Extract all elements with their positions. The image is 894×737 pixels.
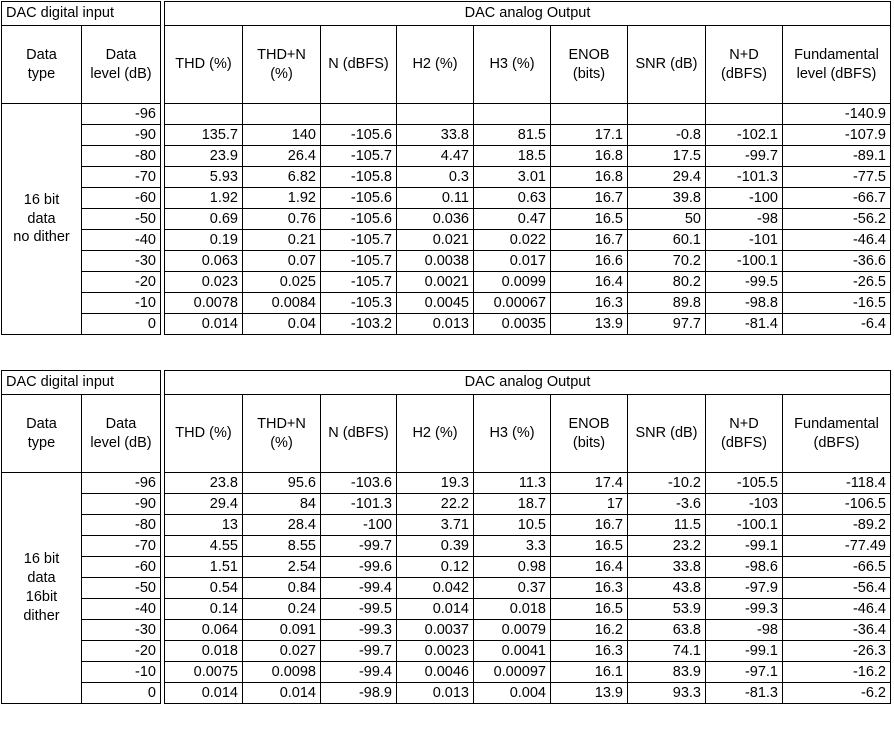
row-level: 0 xyxy=(81,682,161,704)
table-cell: 29.4 xyxy=(627,166,706,188)
table-cell: -103.6 xyxy=(320,472,397,494)
row-level: -60 xyxy=(81,556,161,578)
col-header: THD (%) xyxy=(164,25,243,104)
col-header: H3 (%) xyxy=(473,394,551,473)
table-cell: -26.5 xyxy=(782,271,891,293)
table-cell: 3.01 xyxy=(473,166,551,188)
table-cell: 3.3 xyxy=(473,535,551,557)
table-cell: -98.9 xyxy=(320,682,397,704)
col-header-line: (dBFS) xyxy=(813,434,860,451)
table-cell: 0.018 xyxy=(473,598,551,620)
col-data-level-line: Data xyxy=(105,46,137,63)
table-cell: 95.6 xyxy=(242,472,321,494)
table-cell: 0.0035 xyxy=(473,313,551,335)
table-cell: 13 xyxy=(164,514,243,536)
table-cell: 23.2 xyxy=(627,535,706,557)
col-header: N (dBFS) xyxy=(320,394,397,473)
table-cell xyxy=(242,103,321,125)
table-cell: 60.1 xyxy=(627,229,706,251)
col-data-type-line: type xyxy=(27,434,56,451)
table-cell: -100.1 xyxy=(705,514,783,536)
table-cell: 43.8 xyxy=(627,577,706,599)
row-level: -40 xyxy=(81,598,161,620)
table-cell: -36.4 xyxy=(782,619,891,641)
table-cell: 0.0078 xyxy=(164,292,243,314)
output-header: DAC analog Output xyxy=(164,1,891,26)
table-cell: 16.8 xyxy=(550,145,628,167)
col-header-line: Fundamental xyxy=(794,46,879,63)
col-header xyxy=(782,25,891,104)
table-cell: 0.0038 xyxy=(396,250,474,272)
table-cell: -97.9 xyxy=(705,577,783,599)
col-header xyxy=(550,394,628,473)
table-cell: 81.5 xyxy=(473,124,551,146)
table-cell: -99.1 xyxy=(705,535,783,557)
table-cell: 0.76 xyxy=(242,208,321,230)
col-header-line: THD+N xyxy=(257,415,306,432)
table-cell: 16.1 xyxy=(550,661,628,683)
table-cell: 0.0021 xyxy=(396,271,474,293)
table-cell: 0.014 xyxy=(396,598,474,620)
table-cell: 1.92 xyxy=(164,187,243,209)
table-cell: 17.5 xyxy=(627,145,706,167)
table-cell: 0.022 xyxy=(473,229,551,251)
row-level: -90 xyxy=(81,493,161,515)
table-cell: 0.013 xyxy=(396,682,474,704)
col-header-line: (%) xyxy=(270,65,293,82)
table-cell: 16.4 xyxy=(550,556,628,578)
col-header xyxy=(550,25,628,104)
table-cell: 0.14 xyxy=(164,598,243,620)
table-cell: -101.3 xyxy=(320,493,397,515)
table-cell: -16.2 xyxy=(782,661,891,683)
row-level: -20 xyxy=(81,640,161,662)
table-cell: 80.2 xyxy=(627,271,706,293)
table-cell: 17.1 xyxy=(550,124,628,146)
table-cell: 0.091 xyxy=(242,619,321,641)
col-header-line: (bits) xyxy=(572,434,606,451)
col-header-line: ENOB xyxy=(568,415,610,432)
table-cell: 0.98 xyxy=(473,556,551,578)
table-cell: 5.93 xyxy=(164,166,243,188)
col-header-line: (dBFS) xyxy=(721,65,767,82)
table-cell: 6.82 xyxy=(242,166,321,188)
table-cell: -105.5 xyxy=(705,472,783,494)
data-type-label-line: 16 bit xyxy=(23,551,60,568)
table-cell: 0.0023 xyxy=(396,640,474,662)
table-cell: -118.4 xyxy=(782,472,891,494)
table-cell: 0.0041 xyxy=(473,640,551,662)
col-data-type-line: Data xyxy=(26,46,57,63)
col-header-line: ENOB xyxy=(568,46,610,63)
col-data-level xyxy=(81,25,161,104)
table-cell: -98.8 xyxy=(705,292,783,314)
table-cell: 0.04 xyxy=(242,313,321,335)
table-cell: 16.3 xyxy=(550,577,628,599)
table-cell: 33.8 xyxy=(627,556,706,578)
data-type-label-line: data xyxy=(27,570,56,587)
table-cell: -77.5 xyxy=(782,166,891,188)
table-cell: 11.5 xyxy=(627,514,706,536)
table-cell: 0.017 xyxy=(473,250,551,272)
table-cell: 0.3 xyxy=(396,166,474,188)
row-level: -70 xyxy=(81,535,161,557)
table-cell: -97.1 xyxy=(705,661,783,683)
table-cell: 84 xyxy=(242,493,321,515)
table-cell: -140.9 xyxy=(782,103,891,125)
table-cell xyxy=(627,103,706,125)
col-header-line: (bits) xyxy=(572,65,606,82)
output-header: DAC analog Output xyxy=(164,370,891,395)
table-cell: 16.7 xyxy=(550,229,628,251)
table-cell: 13.9 xyxy=(550,313,628,335)
table-cell: 89.8 xyxy=(627,292,706,314)
table-cell: 18.5 xyxy=(473,145,551,167)
table-cell: 0.036 xyxy=(396,208,474,230)
table-cell: 2.54 xyxy=(242,556,321,578)
col-header: H2 (%) xyxy=(396,394,474,473)
table-cell: -105.7 xyxy=(320,145,397,167)
col-data-level-line: level (dB) xyxy=(90,434,152,451)
col-header xyxy=(782,394,891,473)
table-cell: 17.4 xyxy=(550,472,628,494)
table-cell xyxy=(164,103,243,125)
col-header-line: N+D xyxy=(729,415,759,432)
table-cell: -6.4 xyxy=(782,313,891,335)
table-cell: -102.1 xyxy=(705,124,783,146)
table-cell: -100.1 xyxy=(705,250,783,272)
table-cell: 83.9 xyxy=(627,661,706,683)
table-cell: 0.0084 xyxy=(242,292,321,314)
data-type-label-line: data xyxy=(27,210,56,227)
table-cell: 0.023 xyxy=(164,271,243,293)
table-cell: -99.3 xyxy=(320,619,397,641)
col-header: SNR (dB) xyxy=(627,394,706,473)
col-data-type xyxy=(1,25,82,104)
col-header: N (dBFS) xyxy=(320,25,397,104)
table-cell: 0.69 xyxy=(164,208,243,230)
table-cell: 23.9 xyxy=(164,145,243,167)
col-header-line: (%) xyxy=(270,434,293,451)
table-cell xyxy=(705,103,783,125)
col-header xyxy=(705,25,783,104)
table-cell: 93.3 xyxy=(627,682,706,704)
table-cell: -105.8 xyxy=(320,166,397,188)
table-cell: -105.6 xyxy=(320,124,397,146)
table-cell: -77.49 xyxy=(782,535,891,557)
table-cell: 3.71 xyxy=(396,514,474,536)
table-cell: -6.2 xyxy=(782,682,891,704)
table-cell: 0.014 xyxy=(164,313,243,335)
table-cell: -98 xyxy=(705,208,783,230)
table-cell: 16.5 xyxy=(550,598,628,620)
table-cell xyxy=(550,103,628,125)
row-level: -10 xyxy=(81,292,161,314)
table-cell: 0.013 xyxy=(396,313,474,335)
table-cell: -3.6 xyxy=(627,493,706,515)
row-level: -20 xyxy=(81,271,161,293)
table-cell: 0.19 xyxy=(164,229,243,251)
input-header: DAC digital input xyxy=(1,1,161,26)
table-cell xyxy=(473,103,551,125)
table-cell: -101.3 xyxy=(705,166,783,188)
table-cell: 1.92 xyxy=(242,187,321,209)
col-header: H3 (%) xyxy=(473,25,551,104)
table-cell: -105.7 xyxy=(320,229,397,251)
table-cell: 0.39 xyxy=(396,535,474,557)
table-cell: 0.37 xyxy=(473,577,551,599)
table-cell: 0.54 xyxy=(164,577,243,599)
table-cell: 70.2 xyxy=(627,250,706,272)
table-cell: -89.2 xyxy=(782,514,891,536)
table-cell: -101 xyxy=(705,229,783,251)
col-header-line: N+D xyxy=(729,46,759,63)
table-cell: 16.3 xyxy=(550,640,628,662)
table-cell: 0.0046 xyxy=(396,661,474,683)
table-cell: 16.2 xyxy=(550,619,628,641)
row-level: 0 xyxy=(81,313,161,335)
col-header xyxy=(242,25,321,104)
row-level: -10 xyxy=(81,661,161,683)
table-cell: -56.4 xyxy=(782,577,891,599)
table-cell: 53.9 xyxy=(627,598,706,620)
table-cell: -99.7 xyxy=(705,145,783,167)
table-cell: 0.63 xyxy=(473,187,551,209)
table-cell: -66.7 xyxy=(782,187,891,209)
table-cell xyxy=(396,103,474,125)
table-cell: 26.4 xyxy=(242,145,321,167)
table-cell: 33.8 xyxy=(396,124,474,146)
col-header-line: (dBFS) xyxy=(721,434,767,451)
table-cell: -105.6 xyxy=(320,187,397,209)
table-cell: 0.025 xyxy=(242,271,321,293)
table-cell: 140 xyxy=(242,124,321,146)
table-cell: -105.6 xyxy=(320,208,397,230)
row-level: -40 xyxy=(81,229,161,251)
table-cell: 0.021 xyxy=(396,229,474,251)
table-cell: 22.2 xyxy=(396,493,474,515)
table-cell: 50 xyxy=(627,208,706,230)
table-cell: 97.7 xyxy=(627,313,706,335)
table-cell: -99.3 xyxy=(705,598,783,620)
table-cell: 17 xyxy=(550,493,628,515)
row-level: -70 xyxy=(81,166,161,188)
table-cell: 0.064 xyxy=(164,619,243,641)
table-cell: 0.042 xyxy=(396,577,474,599)
table-cell: -100 xyxy=(705,187,783,209)
table-cell: 16.7 xyxy=(550,514,628,536)
table-cell: 16.7 xyxy=(550,187,628,209)
data-type-label xyxy=(1,103,82,335)
table-cell: 0.027 xyxy=(242,640,321,662)
table-cell: -10.2 xyxy=(627,472,706,494)
col-data-type-line: Data xyxy=(26,415,57,432)
table-cell: -103.2 xyxy=(320,313,397,335)
table-cell: 23.8 xyxy=(164,472,243,494)
table-cell: 16.5 xyxy=(550,535,628,557)
table-cell: 135.7 xyxy=(164,124,243,146)
row-level: -30 xyxy=(81,250,161,272)
table-cell: 74.1 xyxy=(627,640,706,662)
col-header-line: level (dBFS) xyxy=(796,65,877,82)
row-level: -80 xyxy=(81,514,161,536)
table-cell: 0.0045 xyxy=(396,292,474,314)
table-cell: 0.0079 xyxy=(473,619,551,641)
row-level: -60 xyxy=(81,187,161,209)
row-level: -50 xyxy=(81,208,161,230)
row-level: -30 xyxy=(81,619,161,641)
table-cell: -66.5 xyxy=(782,556,891,578)
row-level: -96 xyxy=(81,103,161,125)
table-cell: 0.0037 xyxy=(396,619,474,641)
col-header: SNR (dB) xyxy=(627,25,706,104)
table-cell: -99.4 xyxy=(320,661,397,683)
table-cell: -103 xyxy=(705,493,783,515)
table-cell: 0.018 xyxy=(164,640,243,662)
table-cell: -56.2 xyxy=(782,208,891,230)
table-cell: -99.1 xyxy=(705,640,783,662)
table-cell: -106.5 xyxy=(782,493,891,515)
row-level: -80 xyxy=(81,145,161,167)
table-cell: -99.6 xyxy=(320,556,397,578)
table-cell: -16.5 xyxy=(782,292,891,314)
table-cell: 0.21 xyxy=(242,229,321,251)
table-cell: 29.4 xyxy=(164,493,243,515)
table-cell: 0.00067 xyxy=(473,292,551,314)
table-cell: -81.3 xyxy=(705,682,783,704)
table-cell: 4.47 xyxy=(396,145,474,167)
table-cell: -0.8 xyxy=(627,124,706,146)
table-cell: 0.11 xyxy=(396,187,474,209)
col-data-level-line: Data xyxy=(105,415,137,432)
table-cell: 18.7 xyxy=(473,493,551,515)
col-data-type xyxy=(1,394,82,473)
table-cell: -105.7 xyxy=(320,250,397,272)
table-cell: 16.3 xyxy=(550,292,628,314)
table-cell: -36.6 xyxy=(782,250,891,272)
table-cell: 13.9 xyxy=(550,682,628,704)
table-cell xyxy=(320,103,397,125)
table-cell: -99.7 xyxy=(320,640,397,662)
data-type-label-line: 16 bit xyxy=(23,191,60,208)
col-header: H2 (%) xyxy=(396,25,474,104)
data-type-label-line: 16bit xyxy=(25,589,58,605)
col-data-level xyxy=(81,394,161,473)
table-cell: 0.07 xyxy=(242,250,321,272)
table-cell: 0.24 xyxy=(242,598,321,620)
table-cell: -98 xyxy=(705,619,783,641)
table-cell: -105.7 xyxy=(320,271,397,293)
table-cell: 11.3 xyxy=(473,472,551,494)
table-cell: -81.4 xyxy=(705,313,783,335)
input-header: DAC digital input xyxy=(1,370,161,395)
table-cell: -105.3 xyxy=(320,292,397,314)
table-cell: -89.1 xyxy=(782,145,891,167)
col-header: THD (%) xyxy=(164,394,243,473)
table-cell: 63.8 xyxy=(627,619,706,641)
table-cell: -99.5 xyxy=(320,598,397,620)
table-cell: 0.063 xyxy=(164,250,243,272)
table-cell: 0.00097 xyxy=(473,661,551,683)
table-cell: 0.84 xyxy=(242,577,321,599)
table-cell: 28.4 xyxy=(242,514,321,536)
col-data-type-line: type xyxy=(27,65,56,82)
table-cell: 0.014 xyxy=(242,682,321,704)
table-cell: -100 xyxy=(320,514,397,536)
table-cell: 16.5 xyxy=(550,208,628,230)
table-cell: 19.3 xyxy=(396,472,474,494)
col-header-line: Fundamental xyxy=(794,415,879,432)
table-cell: 1.51 xyxy=(164,556,243,578)
col-header xyxy=(242,394,321,473)
table-cell: 16.8 xyxy=(550,166,628,188)
data-type-label-line: dither xyxy=(23,607,60,624)
table-cell: -26.3 xyxy=(782,640,891,662)
table-cell: 0.014 xyxy=(164,682,243,704)
row-level: -90 xyxy=(81,124,161,146)
table-cell: -99.4 xyxy=(320,577,397,599)
table-cell: -46.4 xyxy=(782,598,891,620)
col-header xyxy=(705,394,783,473)
data-type-label xyxy=(1,472,82,704)
table-cell: -99.5 xyxy=(705,271,783,293)
table-cell: 0.0098 xyxy=(242,661,321,683)
table-cell: -99.7 xyxy=(320,535,397,557)
table-cell: 0.0099 xyxy=(473,271,551,293)
col-header-line: THD+N xyxy=(257,46,306,63)
table-cell: -98.6 xyxy=(705,556,783,578)
row-level: -50 xyxy=(81,577,161,599)
table-cell: -46.4 xyxy=(782,229,891,251)
table-cell: 0.0075 xyxy=(164,661,243,683)
row-level: -96 xyxy=(81,472,161,494)
table-cell: 0.004 xyxy=(473,682,551,704)
table-cell: 16.6 xyxy=(550,250,628,272)
table-cell: -107.9 xyxy=(782,124,891,146)
table-cell: 4.55 xyxy=(164,535,243,557)
table-cell: 16.4 xyxy=(550,271,628,293)
col-data-level-line: level (dB) xyxy=(90,65,152,82)
table-cell: 0.12 xyxy=(396,556,474,578)
data-type-label-line: no dither xyxy=(13,229,70,246)
table-cell: 8.55 xyxy=(242,535,321,557)
table-cell: 10.5 xyxy=(473,514,551,536)
table-cell: 0.47 xyxy=(473,208,551,230)
table-cell: 39.8 xyxy=(627,187,706,209)
